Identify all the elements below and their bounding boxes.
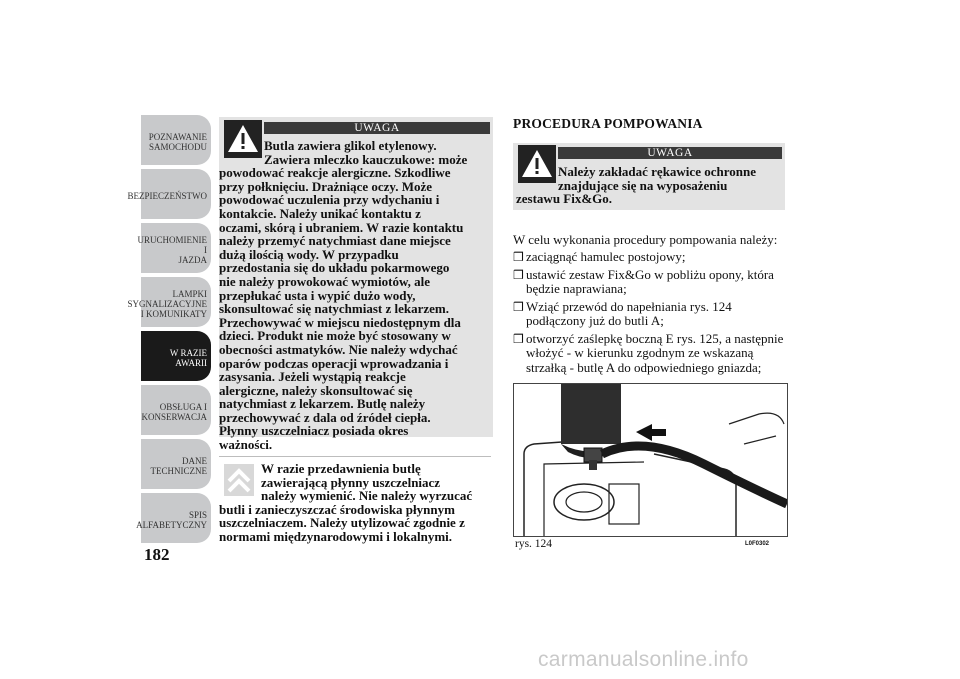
procedure-step: [513, 300, 788, 329]
text-line: Przechowywać w miejscu niedostępnym dla: [219, 314, 461, 330]
text-line: oczami, skórą i ubraniem. W razie kontaktu: [219, 219, 464, 235]
left-warning-text: [219, 139, 491, 452]
checkbox-bullet-icon: ❒: [513, 250, 524, 264]
tab-label: LAMPKI SYGNALIZACYJNE I KOMUNIKATY: [127, 289, 207, 319]
tab-6[interactable]: [141, 439, 211, 489]
text-line: butli i zanieczyszczać środowiska płynnym: [219, 501, 455, 517]
checkbox-bullet-icon: ❒: [513, 331, 524, 346]
tab-4[interactable]: [141, 331, 211, 381]
text-line: dużą ilością wody. W przypadku: [219, 246, 399, 262]
procedure-intro: W celu wykonania procedury pompowania należy:: [513, 232, 778, 247]
tab-label: POZNAWANIE SAMOCHODU: [148, 132, 207, 152]
text-line: przy połknięciu. Drażniące oczy. Może: [219, 178, 433, 194]
step-text: ustawić zestaw Fix&Go w pobliżu opony, która będzie naprawiana;: [526, 266, 774, 296]
tab-3[interactable]: [127, 277, 211, 327]
tab-label: W RAZIE AWARII: [169, 348, 207, 368]
text-line: oparów podczas operacji wprowadzania i: [219, 355, 449, 371]
text-line: znajdujące się na wyposażeniu: [558, 177, 728, 193]
procedure-title: PROCEDURA POMPOWANIA: [513, 116, 703, 131]
tab-0[interactable]: [141, 115, 211, 165]
tab-label: SPIS ALFABETYCZNY: [136, 510, 207, 530]
text-line: Należy zakładać rękawice ochronne: [558, 164, 756, 179]
tab-7[interactable]: [136, 493, 211, 543]
tab-label: BEZPIECZEŃSTWO: [127, 191, 207, 201]
gloves-warning-header: UWAGA: [558, 147, 782, 159]
procedure-step: [513, 250, 788, 265]
text-line: natychmiast z lekarzem. Butlę należy: [219, 396, 426, 412]
text-line: nie należy prowokować wymiotów, ale: [219, 273, 430, 289]
text-line: zawierającą płynny uszczelniacz: [261, 474, 441, 490]
text-line: dzieci. Produkt nie może być stosowany w: [219, 328, 451, 344]
step-text: zaciągnąć hamulec postojowy;: [526, 249, 686, 264]
tab-2[interactable]: [137, 223, 211, 273]
text-line: przedostania się do układu pokarmowego: [219, 260, 450, 276]
sealant-kit-drawing: [514, 384, 787, 536]
text-line: Butla zawiera glikol etylenowy.: [264, 138, 437, 153]
text-line: kontakcie. Należy unikać kontaktu z: [219, 205, 421, 221]
procedure-steps: [513, 250, 788, 378]
note-divider: [219, 456, 491, 457]
text-line: ważności.: [219, 437, 273, 453]
text-line: Płynny uszczelniacz posiada okres: [219, 423, 409, 439]
gloves-warning-text: [516, 165, 784, 206]
text-line: zestawu Fix&Go.: [516, 191, 613, 207]
figure-124-illustration: [513, 383, 788, 537]
step-text: otworzyć zaślepkę boczną E rys. 125, a następnie włożyć - w kierunku zgodnym ze wskazaną strzałką - butlę A do odpowiedniego gniazda;: [526, 330, 784, 375]
tab-label: OBSŁUGA I KONSERWACJA: [141, 402, 207, 422]
text-line: przepłukać usta i wypić dużo wody,: [219, 287, 416, 303]
left-warning-header: UWAGA: [264, 122, 490, 134]
tab-label: DANE TECHNICZNE: [150, 456, 207, 476]
text-line: W razie przedawnienia butlę: [261, 461, 421, 476]
checkbox-bullet-icon: ❒: [513, 267, 524, 282]
text-line: należy przemyć natychmiast dane miejsce: [219, 233, 451, 249]
text-line: uszczelniaczem. Należy utylizować zgodnie z: [219, 515, 465, 531]
text-line: przechowywać z dala od źródeł ciepła.: [219, 409, 431, 425]
step-text: Wziąć przewód do napełniania rys. 124 podłączony już do butli A;: [526, 298, 732, 328]
tab-label: URUCHOMIENIE I JAZDA: [137, 235, 207, 265]
text-line: normami międzynarodowymi i lokalnymi.: [219, 528, 453, 544]
text-line: zasysania. Jeżeli wystąpią reakcje: [219, 369, 406, 385]
procedure-step: [513, 332, 788, 376]
text-line: należy wymienić. Nie należy wyrzucać: [261, 488, 473, 504]
text-line: powodować reakcje alergiczne. Szkodliwe: [219, 165, 451, 181]
checkbox-bullet-icon: ❒: [513, 299, 524, 314]
text-line: skonsultować się natychmiast z lekarzem.: [219, 301, 450, 317]
tab-5[interactable]: [141, 385, 211, 435]
disposal-note: [219, 462, 491, 544]
text-line: alergiczne, należy skonsultować się: [219, 382, 413, 398]
watermark: carmanualsonline.info: [538, 648, 749, 671]
text-line: powodować uczulenia przy wdychaniu i: [219, 192, 440, 208]
figure-code: L0F0302: [745, 541, 770, 547]
text-line: obecności astmatyków. Nie należy wdychać: [219, 341, 458, 357]
figure-caption: rys. 124: [515, 538, 553, 550]
procedure-step: [513, 268, 788, 297]
page-number: 182: [144, 545, 170, 564]
text-line: Zawiera mleczko kauczukowe: może: [264, 151, 468, 167]
tab-1[interactable]: [127, 169, 211, 219]
